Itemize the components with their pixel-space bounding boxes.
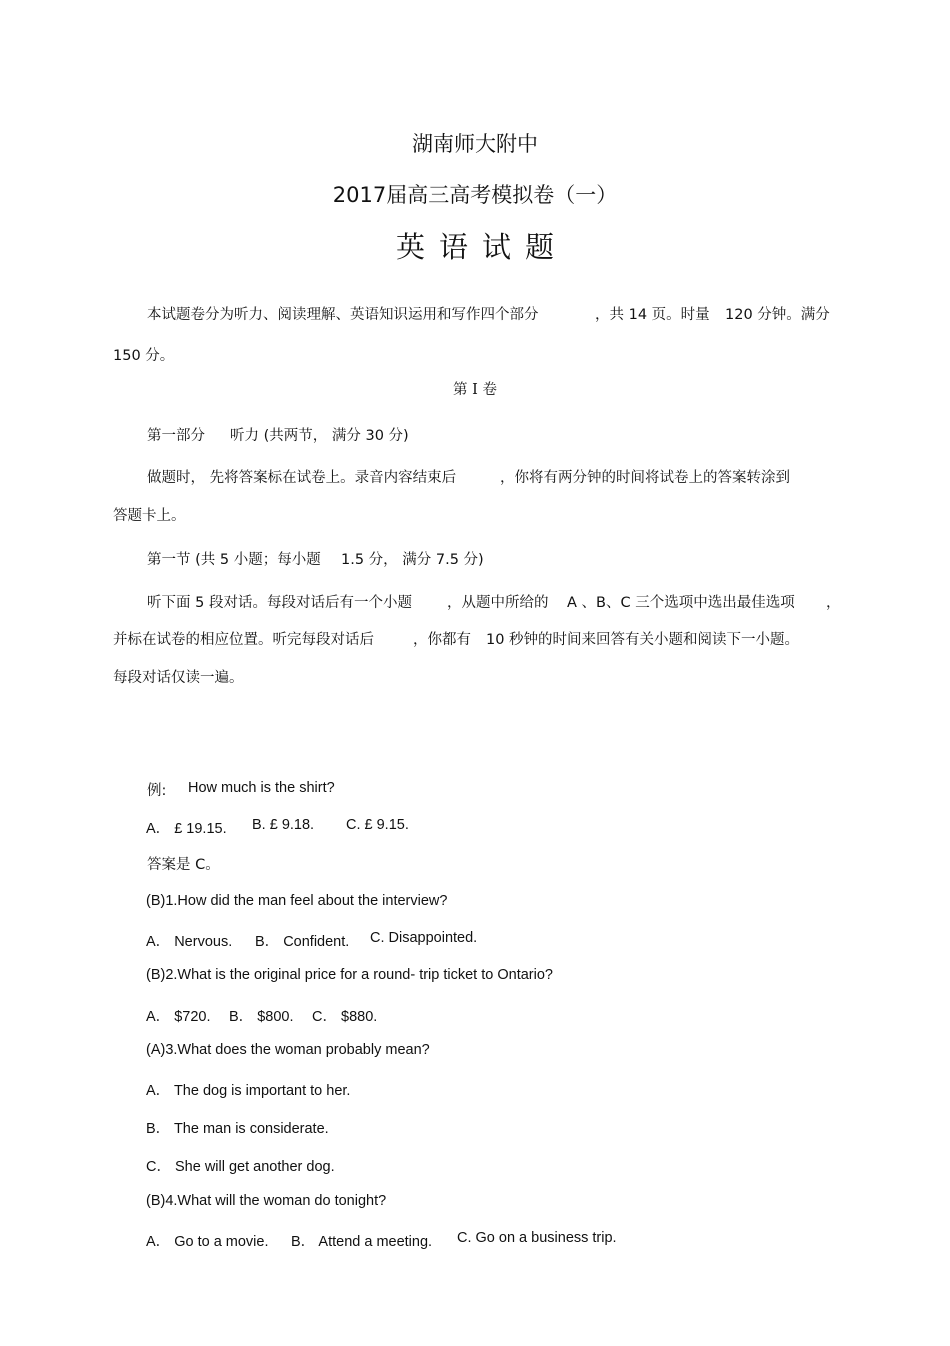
question-3-option-c: C． She will get another dog. — [146, 1159, 335, 1175]
question-2-option-b: B． $800. — [229, 1009, 294, 1025]
question-1-stem: (B)1.How did the man feel about the interview? — [146, 893, 448, 909]
question-1-option-c: C. Disappointed. — [370, 930, 478, 946]
question-4-option-b: B． Attend a meeting. — [291, 1234, 433, 1250]
question-4-stem: (B)4.What will the woman do tonight? — [146, 1193, 387, 1209]
question-3-option-a: A． The dog is important to her. — [146, 1083, 351, 1099]
example-question: How much is the shirt? — [188, 780, 335, 796]
section1-instruction-line1-b: ，从题中所给的 — [447, 595, 549, 611]
part1-instruction-line2: 答题卡上。 — [113, 508, 186, 524]
intro-line1-part-b: ，共 14 页。时量 — [595, 307, 710, 323]
section1-instruction-line1-c: A 、B、C 三个选项中选出最佳选项 — [567, 595, 795, 611]
subject-title: 英语试题 — [395, 230, 568, 264]
section1-instruction-line2-b: ，你都有 — [413, 632, 471, 648]
question-2-stem: (B)2.What is the original price for a round- trip ticket to Ontario? — [146, 967, 553, 983]
section1-instruction-line2-a: 并标在试卷的相应位置。听完每段对话后 — [113, 632, 374, 648]
question-1-option-b: B． Confident. — [255, 934, 350, 950]
question-3-stem: (A)3.What does the woman probably mean? — [146, 1042, 430, 1058]
question-4-option-c: C. Go on a business trip. — [457, 1230, 617, 1246]
intro-line1-part-c: 120 分钟。满分 — [725, 307, 830, 323]
question-2-option-c: C． $880. — [312, 1009, 378, 1025]
question-2-option-a: A． $720. — [146, 1009, 211, 1025]
example-option-b: B. £ 9.18. — [252, 817, 315, 833]
part1-instruction-line1-b: ，你将有两分钟的时间将试卷上的答案转涂到 — [500, 470, 790, 486]
question-4-option-a: A． Go to a movie. — [146, 1234, 269, 1250]
volume-heading: 第 I 卷 — [453, 382, 497, 398]
section1-instruction-line1-d: ， — [826, 595, 841, 611]
question-3-option-b: B． The man is considerate. — [146, 1121, 329, 1137]
part1-instruction-line1-a: 做题时， 先将答案标在试卷上。录音内容结束后 — [147, 470, 457, 486]
example-answer: 答案是 C。 — [147, 857, 220, 873]
part1-heading-label: 第一部分 — [147, 428, 205, 444]
section1-instruction-line2-c: 10 秒钟的时间来回答有关小题和阅读下一小题。 — [486, 632, 800, 648]
section1-instruction-line1-a: 听下面 5 段对话。每段对话后有一个小题 — [147, 595, 412, 611]
example-option-c: C. £ 9.15. — [346, 817, 409, 833]
part1-heading-detail: 听力 (共两节， 满分 30 分) — [230, 428, 409, 444]
section1-heading-label: 第一节 (共 5 小题；每小题 — [147, 552, 321, 568]
example-option-a: A． £ 19.15. — [146, 821, 227, 837]
example-label: 例: — [147, 783, 167, 799]
exam-title: 2017届高三高考模拟卷（一） — [332, 183, 618, 207]
section1-instruction-line3: 每段对话仅读一遍。 — [113, 670, 244, 686]
intro-line1-part-a: 本试题卷分为听力、阅读理解、英语知识运用和写作四个部分 — [147, 307, 539, 323]
section1-heading-detail: 1.5 分， 满分 7.5 分) — [341, 552, 484, 568]
school-name: 湖南师大附中 — [412, 132, 538, 156]
question-1-option-a: A． Nervous. — [146, 934, 233, 950]
intro-line2: 150 分。 — [113, 348, 175, 364]
